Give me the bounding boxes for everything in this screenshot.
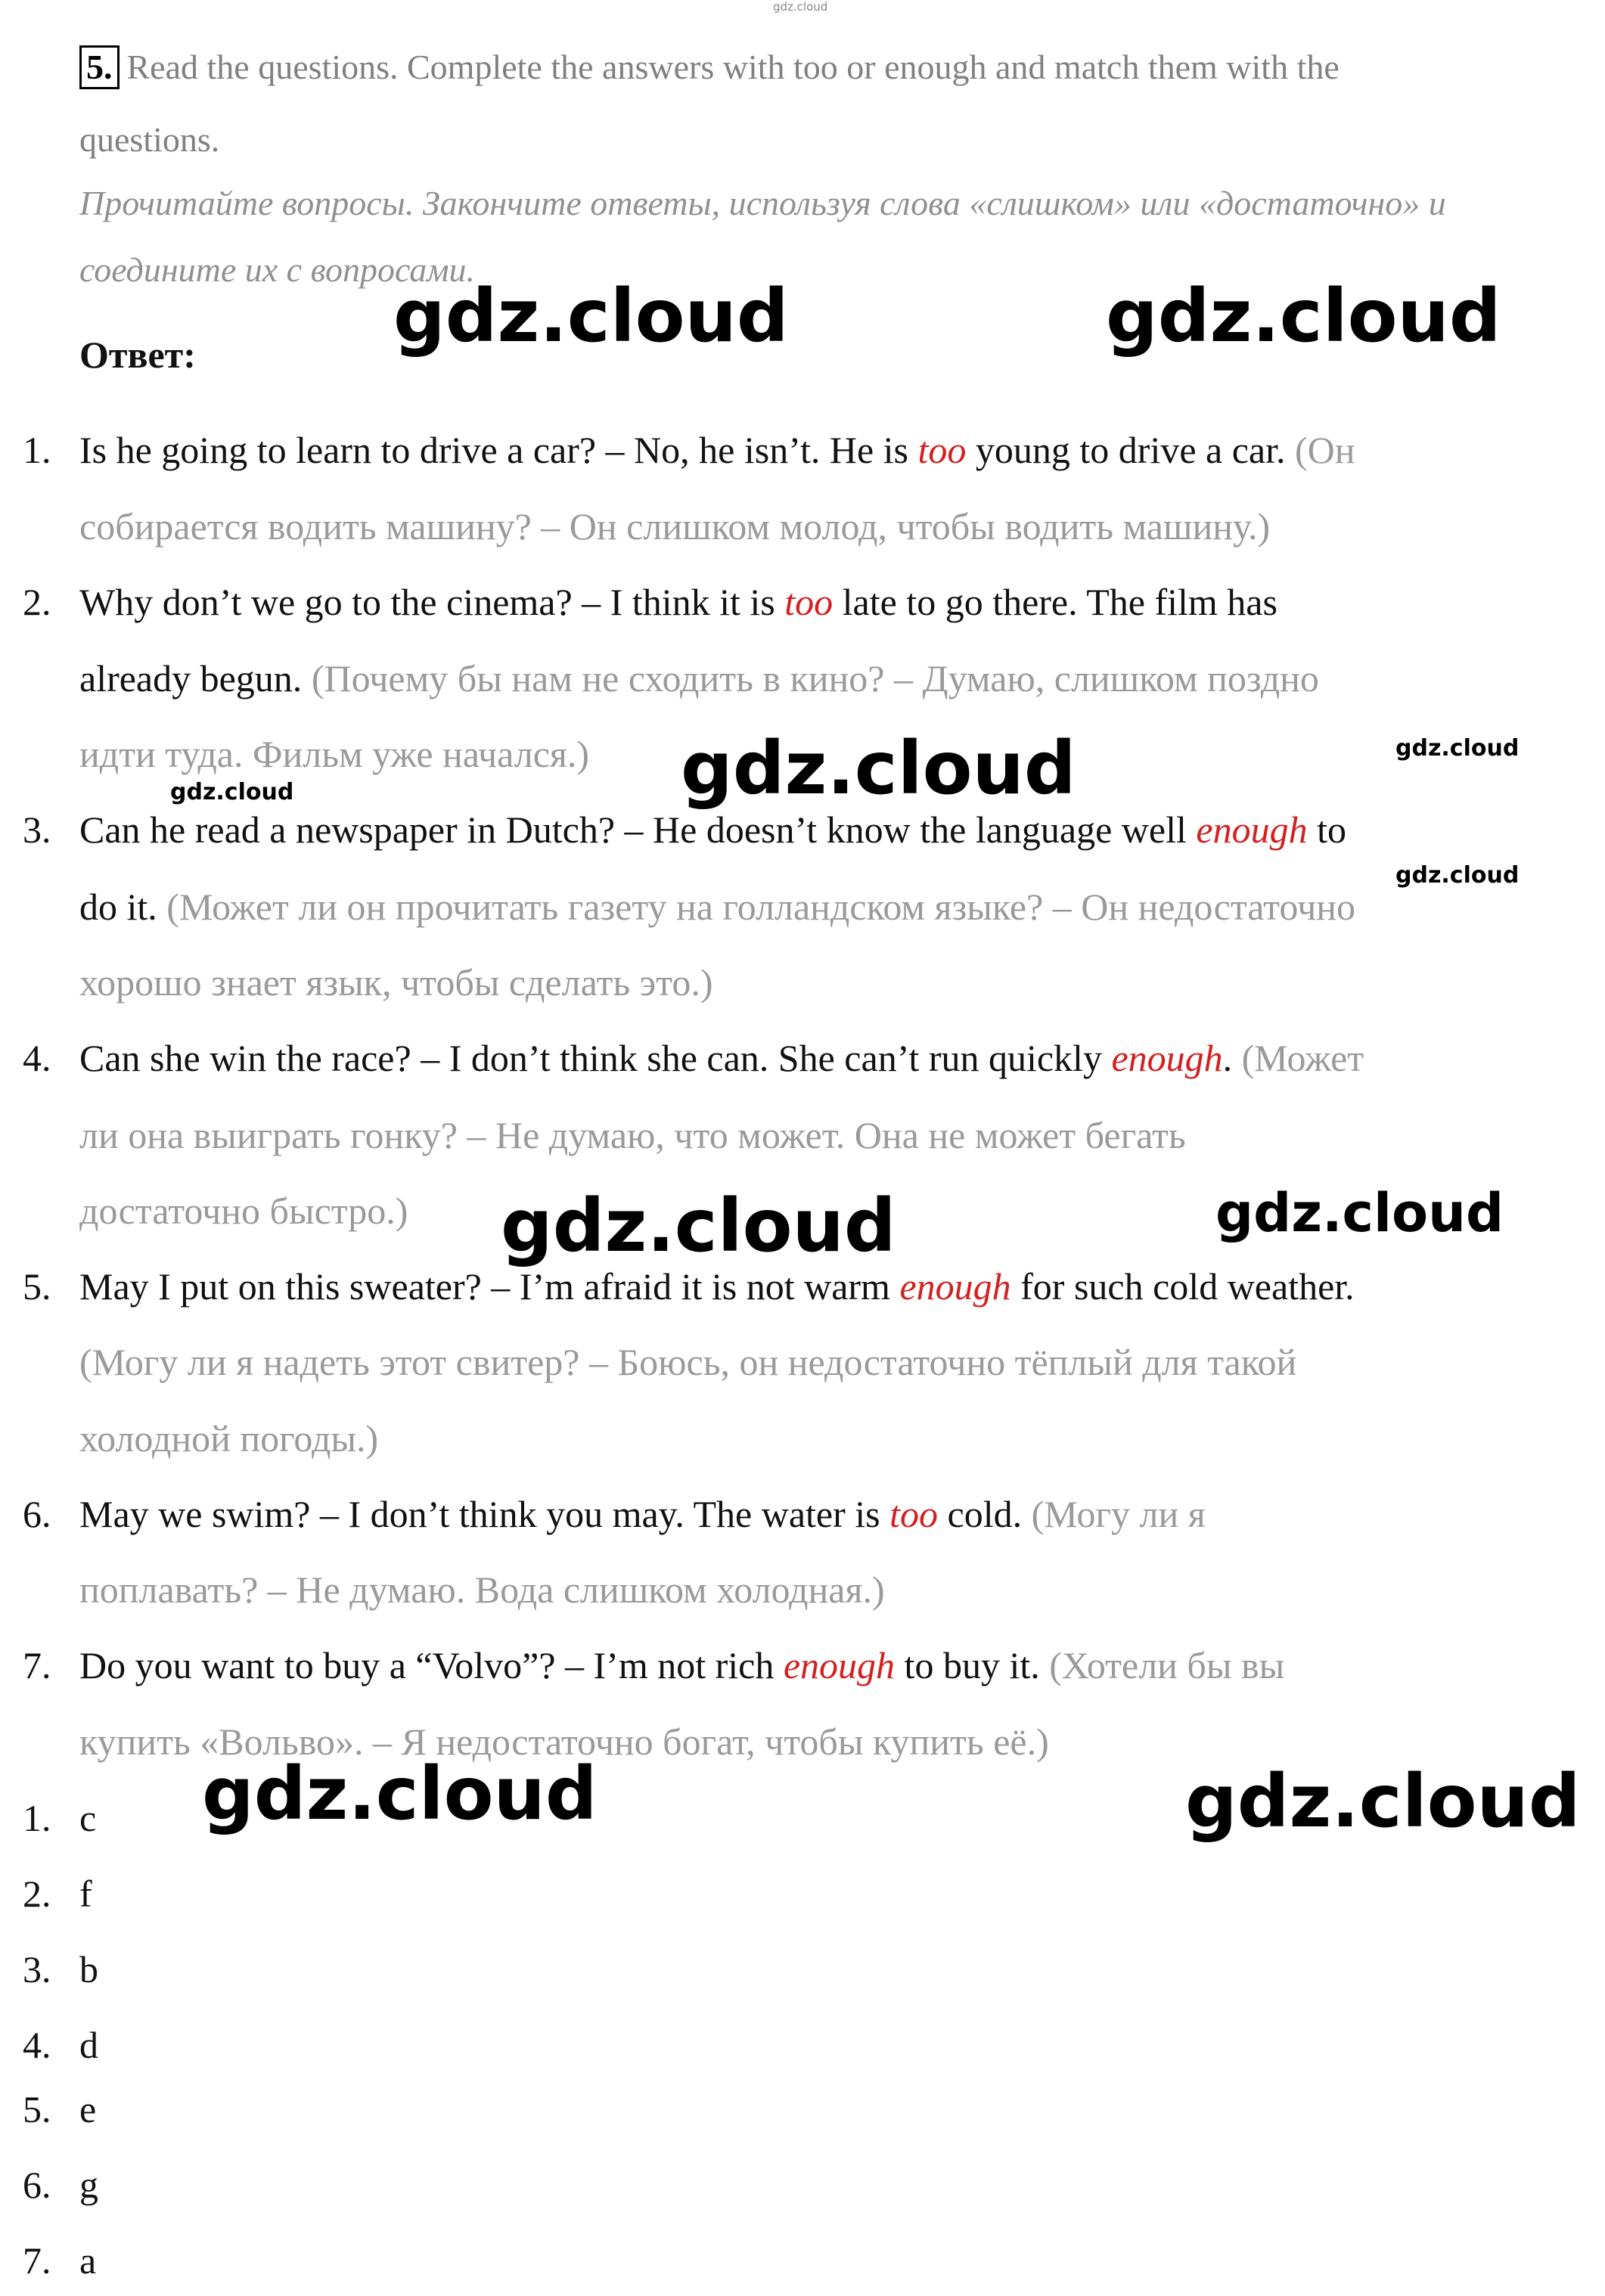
translation-line: идти туда. Фильм уже начался.) bbox=[79, 733, 590, 775]
match-number: 6. bbox=[23, 2164, 51, 2206]
item-line bbox=[79, 1492, 1206, 1536]
answer-text: Can he read a newspaper in Dutch? – He doesn’t know the language well bbox=[79, 808, 1197, 851]
match-number: 5. bbox=[23, 2088, 51, 2130]
item-number: 7. bbox=[23, 1644, 51, 1686]
item-line bbox=[79, 656, 1319, 700]
item-number: 1. bbox=[23, 429, 51, 471]
item-line bbox=[79, 885, 1355, 929]
item-number: 3. bbox=[23, 808, 51, 851]
translation-line: (Могу ли я надеть этот свитер? – Боюсь, он недостаточно тёплый для такой bbox=[79, 1341, 1297, 1383]
item-line bbox=[79, 1036, 1364, 1080]
match-number: 7. bbox=[23, 2239, 51, 2282]
watermark: gdz.cloud bbox=[393, 274, 789, 358]
translation-line: поплавать? – Не думаю. Вода слишком холодная.) bbox=[79, 1568, 885, 1611]
answer-text: cold. bbox=[938, 1493, 1032, 1535]
item-number: 4. bbox=[23, 1037, 51, 1079]
answer-text: Do you want to buy a “Volvo”? – I’m not rich bbox=[79, 1644, 784, 1686]
answer-label: Ответ: bbox=[79, 334, 196, 376]
answer-keyword: enough bbox=[783, 1644, 896, 1686]
translation-text: (Хотели бы вы bbox=[1049, 1644, 1285, 1686]
match-letter: f bbox=[79, 1872, 92, 1915]
match-number: 2. bbox=[23, 1872, 51, 1915]
translation-line: холодной погоды.) bbox=[79, 1417, 379, 1460]
instruction-ru-line2: соедините их с вопросами. bbox=[79, 250, 476, 289]
answer-text: Is he going to learn to drive a car? – No, he isn’t. He is bbox=[79, 429, 918, 471]
translation-line: собирается водить машину? – Он слишком молод, чтобы водить машину.) bbox=[79, 505, 1271, 548]
translation-line: достаточно быстро.) bbox=[79, 1190, 408, 1232]
answer-text: May I put on this sweater? – I’m afraid it is not warm bbox=[79, 1265, 900, 1308]
match-letter: g bbox=[79, 2164, 98, 2206]
answer-text: to bbox=[1307, 808, 1346, 851]
watermark: gdz.cloud bbox=[681, 726, 1076, 811]
translation-text: (Почему бы нам не сходить в кино? – Думаю, слишком поздно bbox=[311, 657, 1319, 700]
answer-text: Why don’t we go to the cinema? – I think it is bbox=[79, 581, 785, 623]
watermark-top-small: gdz.cloud bbox=[773, 0, 828, 14]
translation-text: (Может ли он прочитать газету на голландском языке? – Он недостаточно bbox=[166, 886, 1355, 928]
answer-text: to buy it. bbox=[895, 1644, 1050, 1686]
answer-text: May we swim? – I don’t think you may. The water is bbox=[79, 1493, 890, 1535]
instruction-en-line1: Read the questions. Complete the answers with too or enough and match them with the bbox=[126, 48, 1340, 86]
item-number: 2. bbox=[23, 581, 51, 623]
watermark: gdz.cloud bbox=[1185, 1759, 1581, 1844]
instruction-ru-line1: Прочитайте вопросы. Закончите ответы, используя слова «слишком» или «достаточно» и bbox=[79, 184, 1446, 222]
translation-line: хорошо знает язык, чтобы сделать это.) bbox=[79, 961, 713, 1004]
item-line bbox=[79, 808, 1346, 852]
match-letter: b bbox=[79, 1948, 98, 1990]
translation-text: (Может bbox=[1241, 1037, 1364, 1079]
match-number: 3. bbox=[23, 1948, 51, 1990]
watermark: gdz.cloud bbox=[1395, 735, 1520, 762]
match-number: 4. bbox=[23, 2024, 51, 2066]
item-line bbox=[79, 580, 1277, 624]
item-number: 5. bbox=[23, 1265, 51, 1308]
answer-keyword: enough bbox=[1196, 808, 1308, 851]
translation-text: (Могу ли я bbox=[1031, 1493, 1206, 1535]
watermark: gdz.cloud bbox=[1106, 274, 1501, 358]
watermark: gdz.cloud bbox=[1215, 1182, 1504, 1244]
match-number: 1. bbox=[23, 1797, 51, 1839]
item-line bbox=[79, 1264, 1355, 1308]
answer-keyword: enough bbox=[1111, 1037, 1223, 1079]
answer-text: . bbox=[1222, 1037, 1242, 1079]
answer-keyword: too bbox=[917, 429, 967, 471]
task-number-box: 5. bbox=[79, 45, 120, 89]
item-line bbox=[79, 1643, 1284, 1687]
answer-text: young to drive a car. bbox=[966, 429, 1296, 471]
watermark: gdz.cloud bbox=[1395, 862, 1520, 889]
translation-line: ли она выиграть гонку? – Не думаю, что может. Она не может бегать bbox=[79, 1114, 1186, 1156]
instruction-en-line2: questions. bbox=[79, 120, 220, 159]
match-letter: a bbox=[79, 2239, 97, 2282]
watermark: gdz.cloud bbox=[501, 1184, 896, 1268]
answer-text: already begun. bbox=[79, 657, 312, 700]
translation-line: купить «Вольво». – Я недостаточно богат, чтобы купить её.) bbox=[79, 1720, 1049, 1763]
match-letter: e bbox=[79, 2088, 97, 2130]
translation-text: (Он bbox=[1295, 429, 1355, 471]
task-instruction-en bbox=[79, 45, 1340, 89]
match-letter: d bbox=[79, 2024, 98, 2066]
answer-text: Can she win the race? – I don’t think she can. She can’t run quickly bbox=[79, 1037, 1112, 1079]
match-letter: c bbox=[79, 1797, 97, 1839]
answer-keyword: enough bbox=[899, 1265, 1011, 1308]
answer-keyword: too bbox=[889, 1493, 939, 1535]
answer-keyword: too bbox=[784, 581, 834, 623]
item-number: 6. bbox=[23, 1493, 51, 1535]
item-line bbox=[79, 428, 1355, 472]
watermark: gdz.cloud bbox=[202, 1751, 598, 1836]
answer-text: do it. bbox=[79, 886, 167, 928]
answer-text: for such cold weather. bbox=[1010, 1265, 1355, 1308]
watermark: gdz.cloud bbox=[170, 779, 294, 805]
answer-text: late to go there. The film has bbox=[833, 581, 1277, 623]
